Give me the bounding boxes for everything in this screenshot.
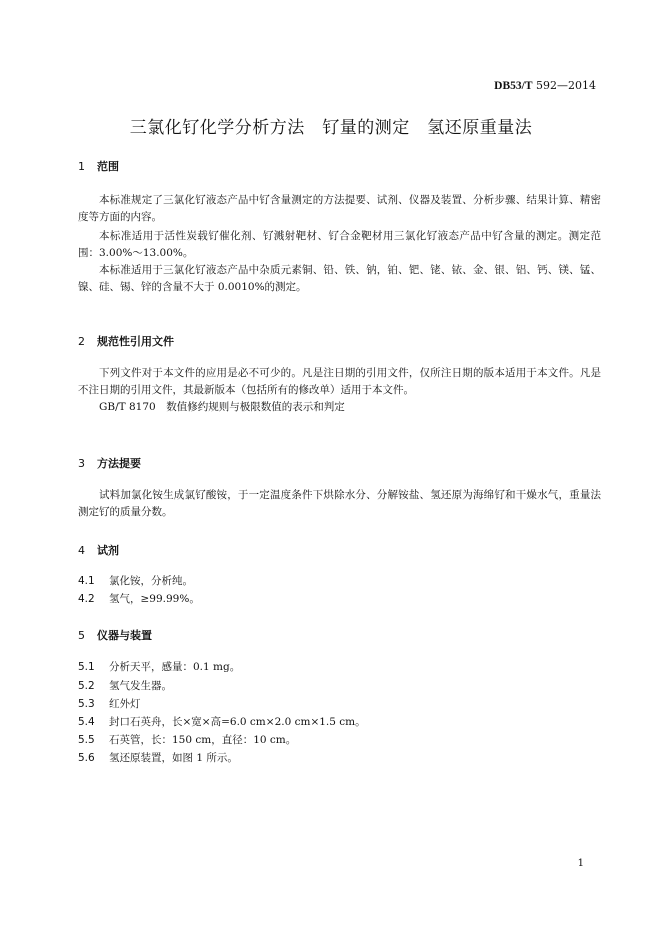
list-item bbox=[78, 573, 193, 590]
section-1-heading bbox=[78, 158, 119, 174]
item-number: 5.5 bbox=[78, 734, 95, 746]
section-number: 5 bbox=[78, 629, 85, 642]
item-text: 封口石英舟，长×宽×高=6.0 cm×2.0 cm×1.5 cm。 bbox=[109, 716, 366, 728]
reference-entry: GB/T 8170 数值修约规则与极限数值的表示和判定 bbox=[99, 401, 345, 413]
item-text: 氯化铵，分析纯。 bbox=[109, 575, 193, 587]
section-4-heading bbox=[78, 542, 119, 558]
item-text: 红外灯 bbox=[109, 698, 141, 710]
item-number: 5.4 bbox=[78, 716, 95, 728]
item-text: 氢还原装置，如图 1 所示。 bbox=[109, 752, 238, 764]
list-item bbox=[78, 591, 200, 608]
item-text: 石英管，长：150 cm，直径：10 cm。 bbox=[109, 734, 297, 746]
list-item bbox=[78, 696, 141, 713]
section-number: 2 bbox=[78, 335, 85, 348]
section-title: 规范性引用文件 bbox=[97, 335, 174, 348]
paragraph: 本标准适用于活性炭载钌催化剂、钌溅射靶材、钌合金靶材用三氯化钌液态产品中钌含量的测定。测定范围：3.00%～13.00%。 bbox=[78, 230, 601, 259]
paragraph: 试料加氯化铵生成氯钌酸铵，于一定温度条件下烘除水分、分解铵盐、氢还原为海绵钌和干燥水气，重量法测定钌的质量分数。 bbox=[78, 489, 601, 518]
list-item bbox=[78, 732, 296, 749]
item-number: 5.1 bbox=[78, 661, 95, 673]
item-number: 5.2 bbox=[78, 680, 95, 692]
standard-code bbox=[494, 79, 596, 92]
section-number: 3 bbox=[78, 457, 85, 470]
section-number: 1 bbox=[78, 160, 85, 173]
list-item bbox=[78, 659, 240, 676]
section-3-heading bbox=[78, 455, 141, 471]
paragraph: 下列文件对于本文件的应用是必不可少的。凡是注日期的引用文件，仅所注日期的版本适用于本文件。凡是不注日期的引用文件，其最新版本（包括所有的修改单）适用于本文件。 bbox=[78, 367, 601, 396]
section-title: 试剂 bbox=[97, 544, 119, 557]
item-text: 氢气发生器。 bbox=[109, 680, 172, 692]
item-number: 4.2 bbox=[78, 593, 95, 605]
item-text: 分析天平，感量：0.1 mg。 bbox=[109, 661, 241, 673]
section-title: 方法提要 bbox=[97, 457, 141, 470]
standard-prefix: DB53/T bbox=[494, 80, 533, 92]
standard-number: 592—2014 bbox=[532, 79, 596, 92]
section-number: 4 bbox=[78, 544, 85, 557]
item-text: 氢气，≥99.99%。 bbox=[109, 593, 200, 605]
section-2-heading bbox=[78, 333, 174, 349]
list-item bbox=[78, 714, 366, 731]
paragraph: 本标准规定了三氯化钌液态产品中钌含量测定的方法提要、试剂、仪器及装置、分析步骤、结果计算、精密度等方面的内容。 bbox=[78, 194, 601, 223]
list-item bbox=[78, 750, 238, 767]
paragraph: 本标准适用于三氯化钌液态产品中杂质元素铜、铅、铁、钠，铂、钯、铑、铱、金、银、铝、钙、镁、锰、镍、硅、锡、锌的含量不大于 0.0010%的测定。 bbox=[78, 264, 601, 293]
item-number: 5.6 bbox=[78, 752, 95, 764]
list-item bbox=[78, 678, 172, 695]
section-5-heading bbox=[78, 627, 152, 643]
page-number: 1 bbox=[577, 858, 584, 869]
item-number: 4.1 bbox=[78, 575, 95, 587]
section-title: 范围 bbox=[97, 160, 119, 173]
item-number: 5.3 bbox=[78, 698, 95, 710]
section-title: 仪器与装置 bbox=[97, 629, 152, 642]
document-title: 三氯化钌化学分析方法 钌量的测定 氢还原重量法 bbox=[129, 118, 533, 138]
